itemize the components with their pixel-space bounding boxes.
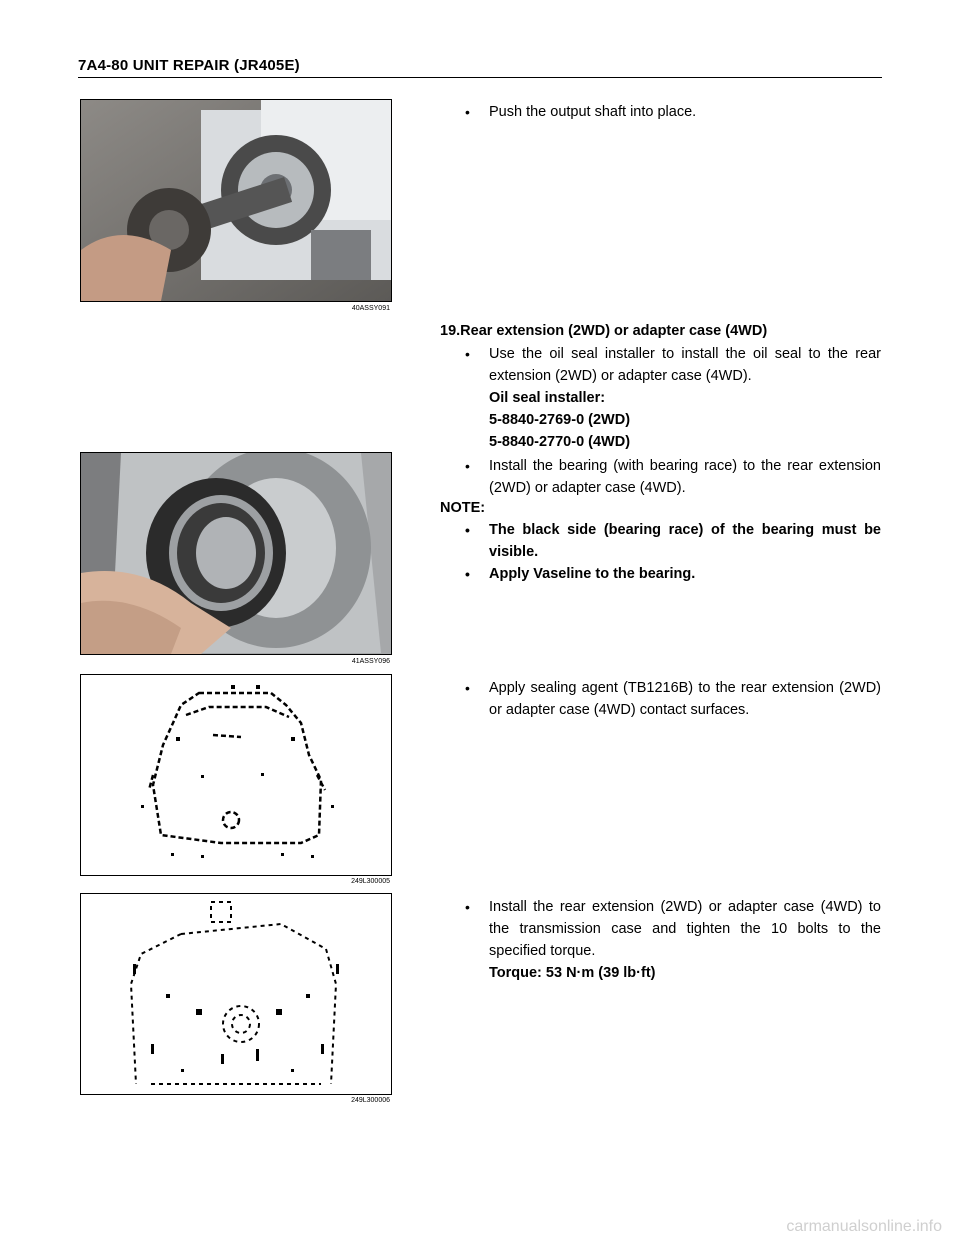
figure-caption-2: 41ASSY096 (351, 658, 390, 665)
bearing-photo (81, 453, 391, 654)
tool-part-4wd: 5-8840-2770-0 (4WD) (489, 434, 631, 450)
step-push-output-shaft: Push the output shaft into place. (489, 104, 697, 120)
tool-label: Oil seal installer: (489, 390, 606, 406)
case-bolts-drawing (81, 894, 391, 1094)
page-header: 7A4-80 UNIT REPAIR (JR405E) (78, 57, 300, 74)
footer-watermark: carmanualsonline.info (786, 1218, 942, 1235)
step-install-bearing: Install the bearing (with bearing race) to the rear extension (2WD) or adapter case (4WD). (489, 458, 881, 496)
bullet-glyph: • (465, 346, 470, 362)
note-apply-vaseline: Apply Vaseline to the bearing. (489, 566, 696, 582)
figure-output-shaft-photo (80, 99, 392, 302)
figure-caption-3: 249L300005 (351, 878, 390, 885)
bullet-glyph: • (465, 522, 470, 538)
figure-sealing-agent-diagram (80, 674, 392, 876)
bullet-glyph: • (465, 566, 470, 582)
figure-bearing-photo (80, 452, 392, 655)
step-19-title: 19.Rear extension (2WD) or adapter case (4WD) (440, 323, 768, 339)
tool-part-2wd: 5-8840-2769-0 (2WD) (489, 412, 631, 428)
bullet-glyph: • (465, 104, 470, 120)
bullet-glyph: • (465, 680, 470, 696)
step-install-rear-extension: Install the rear extension (2WD) or adapter case (4WD) to the transmission case and tighten the 10 bolts to the specified torque. (489, 899, 881, 959)
figure-bolt-tightening-diagram (80, 893, 392, 1095)
header-rule (78, 77, 882, 78)
output-shaft-photo (81, 100, 391, 301)
note-bearing-race-visible: The black side (bearing race) of the bearing must be visible. (489, 522, 881, 560)
torque-spec: Torque: 53 N·m (39 lb·ft) (489, 965, 656, 981)
figure-caption-4: 249L300006 (351, 1097, 390, 1104)
step-install-oil-seal: Use the oil seal installer to install the oil seal to the rear extension (2WD) or adapter case (4WD). (489, 346, 881, 384)
step-apply-sealing-agent: Apply sealing agent (TB1216B) to the rear extension (2WD) or adapter case (4WD) contact surfaces. (489, 680, 881, 718)
bullet-glyph: • (465, 458, 470, 474)
note-label: NOTE: (440, 500, 486, 516)
figure-caption-1: 40ASSY091 (351, 305, 390, 312)
case-outline-drawing (81, 675, 391, 875)
bullet-glyph: • (465, 899, 470, 915)
